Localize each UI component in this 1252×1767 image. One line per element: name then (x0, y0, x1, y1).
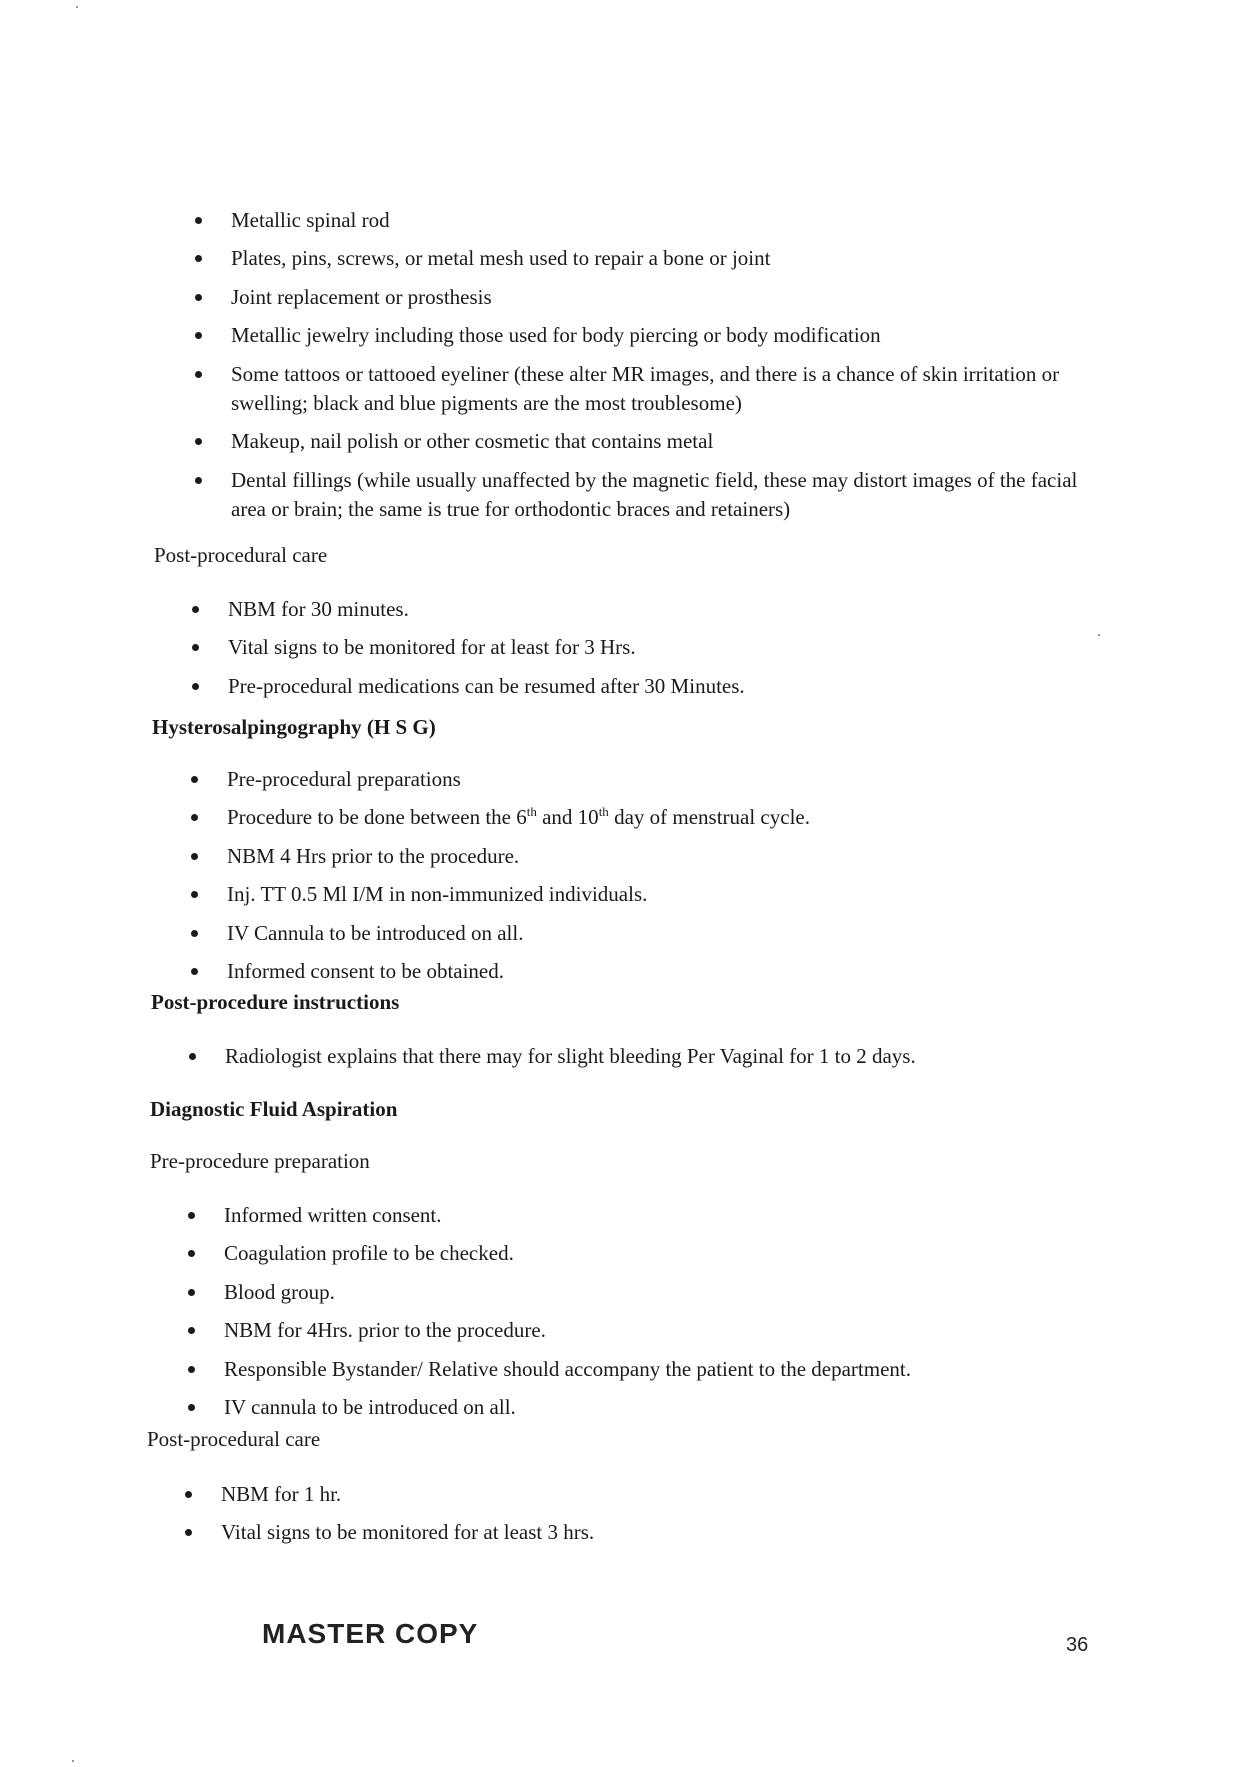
list-item: Informed consent to be obtained. (187, 957, 1107, 986)
dfa-heading: Diagnostic Fluid Aspiration (150, 1097, 398, 1121)
list-item: NBM for 4Hrs. prior to the procedure. (184, 1316, 1124, 1345)
master-copy-stamp: MASTER COPY (262, 1618, 479, 1649)
list-item: Vital signs to be monitored for at least 3 hrs. (181, 1518, 1121, 1547)
post-instructions-section (185, 1042, 1125, 1080)
list-item: Inj. TT 0.5 Ml I/M in non-immunized individuals. (187, 880, 1107, 909)
post-instructions-list (185, 1042, 1125, 1071)
list-item: NBM for 30 minutes. (188, 595, 1108, 624)
dfa-list (184, 1201, 1124, 1422)
list-item: Metallic jewelry including those used for body piercing or body modification (191, 321, 1111, 350)
hsg-section (187, 765, 1107, 995)
list-item: IV cannula to be introduced on all. (184, 1393, 1124, 1422)
timing-text-c: day of menstrual cycle. (608, 805, 810, 830)
post-care-section-2 (181, 1480, 1121, 1557)
list-item: Informed written consent. (184, 1201, 1124, 1230)
post-care-title: Post-procedural care (154, 543, 328, 567)
list-item: Plates, pins, screws, or metal mesh used to repair a bone or joint (191, 244, 1111, 273)
list-item: Dental fillings (while usually unaffected by the magnetic field, these may distort images of the facial area or brain; the same is true for orthodontic braces and retainers) (191, 466, 1111, 525)
list-item: Pre-procedural medications can be resumed after 30 Minutes. (188, 672, 1108, 701)
list-item: Vital signs to be monitored for at least for 3 Hrs. (188, 633, 1108, 662)
metal-items-list (191, 206, 1111, 525)
post-care-title-2: Post-procedural care (147, 1427, 321, 1451)
scan-speck (76, 6, 78, 8)
scan-speck (1098, 634, 1100, 636)
list-item: Blood group. (184, 1278, 1124, 1307)
superscript: th (598, 804, 609, 820)
list-item: Pre-procedural preparations (187, 765, 1107, 794)
post-instructions-heading: Post-procedure instructions (151, 990, 400, 1014)
post-care-section (188, 595, 1108, 710)
list-item: Metallic spinal rod (191, 206, 1111, 235)
timing-text-a: Procedure to be done between the 6 (227, 805, 527, 830)
metal-items-section (191, 206, 1111, 534)
hsg-list (187, 765, 1107, 986)
list-item: Radiologist explains that there may for slight bleeding Per Vaginal for 1 to 2 days. (185, 1042, 1125, 1071)
dfa-section (184, 1201, 1124, 1431)
list-item: Some tattoos or tattooed eyeliner (these alter MR images, and there is a chance of skin irritation or swelling; black and blue pigments are the most troublesome) (191, 360, 1111, 419)
list-item: NBM for 1 hr. (181, 1480, 1121, 1509)
post-care-list-2 (181, 1480, 1121, 1548)
hsg-heading: Hysterosalpingography (H S G) (152, 715, 436, 739)
scan-speck (72, 1760, 74, 1762)
post-care-list (188, 595, 1108, 701)
dfa-prep-title: Pre-procedure preparation (150, 1149, 370, 1173)
list-item: Makeup, nail polish or other cosmetic that contains metal (191, 427, 1111, 456)
list-item (187, 803, 1107, 832)
list-item: NBM 4 Hrs prior to the procedure. (187, 842, 1107, 871)
superscript: th (526, 804, 537, 820)
page-number: 36 (1066, 1634, 1089, 1656)
list-item: Joint replacement or prosthesis (191, 283, 1111, 312)
list-item: IV Cannula to be introduced on all. (187, 919, 1107, 948)
timing-text-b: and 10 (536, 805, 599, 830)
list-item: Coagulation profile to be checked. (184, 1239, 1124, 1268)
list-item: Responsible Bystander/ Relative should accompany the patient to the department. (184, 1355, 1124, 1384)
